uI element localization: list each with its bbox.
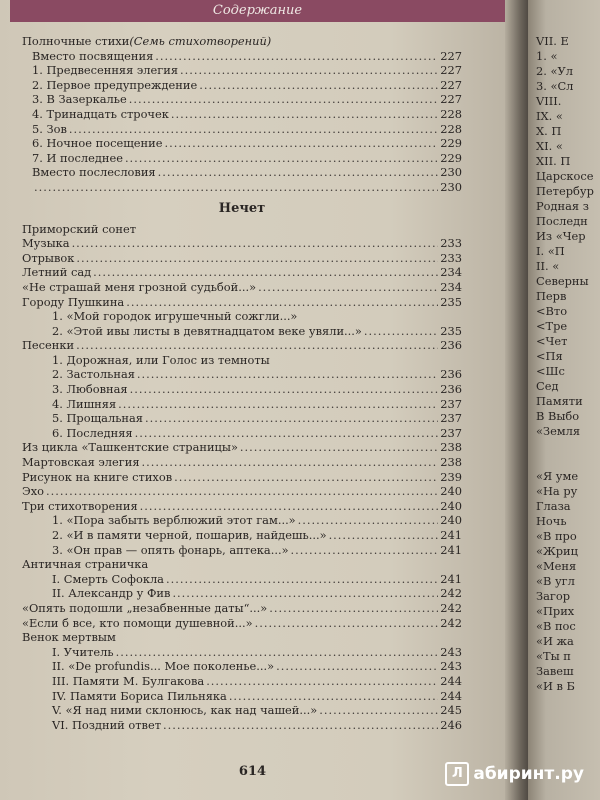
toc-leader-dots — [158, 165, 439, 180]
toc-page-number: 238 — [440, 455, 462, 470]
toc-entry-note: (Семь стихотворений) — [129, 34, 272, 48]
toc-leader-dots — [137, 367, 438, 382]
right-page-line: 1. « — [536, 49, 558, 63]
toc-entry-title: 2. Первое предупреждение — [32, 77, 198, 92]
toc-entry — [22, 397, 462, 412]
toc-entry-title: Три стихотворения — [22, 498, 138, 513]
toc-entry-title: Из цикла «Ташкентские страницы» — [22, 440, 238, 455]
toc-leader-dots — [125, 151, 438, 166]
toc-leader-dots — [135, 426, 439, 441]
toc-page-number: 244 — [440, 688, 462, 703]
right-page-line: Сед — [536, 379, 559, 393]
right-page-line: «Земля — [536, 424, 581, 438]
toc-entry-title: I. Смерть Софокла — [52, 571, 164, 586]
right-page-line: «Меня — [536, 559, 577, 573]
toc-leader-dots — [72, 236, 439, 251]
toc-entry — [22, 659, 462, 674]
toc-entry-title: 6. Последняя — [52, 425, 133, 440]
right-page-line: Завеш — [536, 664, 574, 678]
toc-entry — [22, 280, 462, 295]
toc-page-number: 243 — [440, 644, 462, 659]
toc-entry-title: 3. В Зазеркалье — [32, 92, 127, 107]
toc-entry-title: 2. Застольная — [52, 367, 135, 382]
right-page-line: «Я уме — [536, 469, 579, 483]
toc-leader-dots — [34, 180, 438, 195]
toc-entry — [22, 367, 462, 382]
toc-leader-dots — [206, 674, 438, 689]
page-number: 614 — [238, 764, 267, 779]
toc-leader-dots — [172, 586, 438, 601]
toc-entry — [22, 353, 462, 368]
right-page-line: Северны — [536, 274, 589, 288]
toc-entry-title: Летний сад — [22, 265, 92, 280]
toc-page-number: 240 — [440, 498, 462, 513]
right-page — [528, 0, 600, 800]
right-page-line: «Прих — [536, 604, 575, 618]
toc-leader-dots — [229, 689, 438, 704]
labirint-logo-icon: Л — [445, 762, 469, 786]
toc-entry-title: I. Учитель — [52, 644, 114, 659]
right-page-line: Из «Чер — [536, 229, 586, 243]
toc-page-number: 233 — [440, 250, 462, 265]
right-page-line: <Чет — [536, 334, 568, 348]
right-page-line: Перв — [536, 289, 567, 303]
toc-entry-title: Эхо — [22, 484, 44, 499]
right-page-line: Петербур — [536, 184, 594, 198]
toc-entry-title: Мартовская элегия — [22, 455, 140, 470]
toc-entry — [22, 499, 462, 514]
right-page-line: В Выбо — [536, 409, 580, 423]
toc-entry-title: Вместо посвящения — [32, 48, 154, 63]
toc-entry — [22, 470, 462, 485]
toc-page-number: 228 — [440, 121, 462, 136]
toc-page-number: 240 — [440, 484, 462, 499]
toc-page-number: 233 — [440, 236, 462, 251]
toc-entry-title: VI. Поздний ответ — [52, 717, 161, 732]
toc-leader-dots — [171, 107, 438, 122]
toc-entry — [22, 151, 462, 166]
toc-page-number: 227 — [440, 92, 462, 107]
toc-entry — [22, 689, 462, 704]
toc-entry — [22, 528, 462, 543]
right-page-line: «Ты п — [536, 649, 571, 663]
right-page-line: Последн — [536, 214, 588, 228]
toc-entry — [22, 572, 462, 587]
toc-page-number: 230 — [440, 179, 462, 194]
toc-leader-dots — [163, 718, 438, 733]
toc-page-number: 228 — [440, 106, 462, 121]
toc-entry-title: 3. «Он прав — опять фонарь, аптека...» — [52, 542, 289, 557]
toc-entry-title: Рисунок на книге стихов — [22, 469, 173, 484]
toc-entry — [22, 136, 462, 151]
toc-leader-dots — [126, 295, 438, 310]
toc-entry-title: II. Александр у Фив — [52, 586, 171, 601]
toc-page-number: 230 — [440, 165, 462, 180]
right-page-text — [536, 34, 600, 694]
toc-entry-title: Античная страничка — [22, 557, 149, 572]
right-page-line: VIII. — [536, 94, 562, 108]
toc-page-number: 229 — [440, 136, 462, 151]
toc-leader-dots — [140, 499, 439, 514]
toc-page-number: 244 — [440, 673, 462, 688]
right-page-line: Загор — [536, 589, 571, 603]
toc-entry — [22, 586, 462, 601]
toc-entry — [22, 180, 462, 195]
toc-entry-title: III. Памяти М. Булгакова — [52, 673, 205, 688]
section-title: Нечет — [218, 200, 266, 216]
toc-entry — [22, 338, 462, 353]
toc-entry — [22, 484, 462, 499]
right-page-line: <Тре — [536, 319, 568, 333]
toc-entry-title: Приморский сонет — [22, 221, 137, 236]
toc-entry-title: Венок мертвым — [22, 630, 116, 645]
toc-leader-dots — [276, 659, 438, 674]
toc-page-number: 236 — [440, 338, 462, 353]
toc-leader-dots — [258, 280, 438, 295]
toc-page-number: 242 — [440, 586, 462, 601]
right-page-line: <Вто — [536, 304, 568, 318]
toc-entry-title: Отрывок — [22, 250, 75, 265]
toc-entry-title: 4. Тринадцать строчек — [32, 106, 169, 121]
toc-page-number: 236 — [440, 367, 462, 382]
toc-entry — [22, 440, 462, 455]
watermark-text: абиринт.ру — [473, 764, 584, 784]
toc-entry-title: Полночные стихи — [22, 34, 130, 48]
right-page-line: «И в Б — [536, 679, 575, 693]
toc-entry — [22, 645, 462, 660]
toc-page-number: 235 — [440, 323, 462, 338]
right-page-line: Ночь — [536, 514, 567, 528]
toc-entry — [22, 63, 462, 78]
toc-page-number: 229 — [440, 150, 462, 165]
toc-entry — [22, 426, 462, 441]
toc-page-number: 227 — [440, 63, 462, 78]
toc-page-number: 239 — [440, 469, 462, 484]
toc-entry-title: 3. Любовная — [52, 382, 128, 397]
toc-entry — [22, 630, 462, 645]
right-page-line: Памяти — [536, 394, 583, 408]
toc-entry-title: 6. Ночное посещение — [32, 136, 163, 151]
toc-leader-dots — [130, 382, 439, 397]
right-page-line: <Шс — [536, 364, 565, 378]
toc-leader-dots — [255, 616, 439, 631]
right-page-line: Родная з — [536, 199, 589, 213]
toc-leader-dots — [76, 251, 438, 266]
toc-leader-dots — [298, 513, 439, 528]
toc-page-number: 235 — [440, 294, 462, 309]
toc-entry-title: V. «Я над ними склонюсь, как над чашей...» — [52, 703, 318, 718]
toc-leader-dots — [319, 703, 438, 718]
right-page-line: VII. Е — [536, 34, 569, 48]
toc-entry — [22, 411, 462, 426]
toc-entry-title: 5. Зов — [32, 121, 67, 136]
right-page-line: «Жриц — [536, 544, 578, 558]
toc-entry — [22, 78, 462, 93]
right-page-line — [536, 454, 600, 469]
toc-entry-title: 2. «Этой ивы листы в девятнадцатом веке увяли...» — [52, 323, 362, 338]
toc-page-number: 238 — [440, 440, 462, 455]
toc-entry — [22, 455, 462, 470]
right-page-line: «На ру — [536, 484, 578, 498]
toc-entry — [22, 616, 462, 631]
toc-leader-dots — [129, 92, 439, 107]
toc-entry — [22, 251, 462, 266]
toc-entry — [22, 324, 462, 339]
toc-entry — [22, 601, 462, 616]
toc-page-number: 236 — [440, 382, 462, 397]
toc-leader-dots — [142, 455, 439, 470]
right-page-line: I. «П — [536, 244, 565, 258]
right-page-line: 3. «Сл — [536, 79, 574, 93]
toc-entry — [22, 295, 462, 310]
toc-leader-dots — [240, 440, 438, 455]
right-page-line: «И жа — [536, 634, 574, 648]
toc-entry-title: Вместо послесловия — [32, 165, 156, 180]
toc-entry-title: «Не страшай меня грозной судьбой...» — [22, 279, 257, 294]
toc-entry — [22, 107, 462, 122]
right-page-line: «В про — [536, 529, 577, 543]
toc-entry — [22, 718, 462, 733]
toc-leader-dots — [164, 136, 438, 151]
toc-entry — [22, 674, 462, 689]
toc-entry — [22, 382, 462, 397]
toc-leader-dots — [180, 63, 438, 78]
toc-entry — [22, 309, 462, 324]
toc-entry-title: Городу Пушкина — [22, 294, 125, 309]
toc-entry-title: «Опять подошли „незабвенные даты“...» — [22, 600, 268, 615]
toc-entry-title: 1. «Пора забыть верблюжий этот гам...» — [52, 513, 296, 528]
toc-entry — [22, 122, 462, 137]
toc-entry-title: 1. «Мой городок игрушечный сожгли...» — [52, 309, 298, 324]
right-page-line: Глаза — [536, 499, 571, 513]
toc-entry-title: Песенки — [22, 338, 75, 353]
right-page-line: IX. « — [536, 109, 563, 123]
toc-entry — [22, 222, 462, 237]
toc-entry — [22, 236, 462, 251]
right-page-line: XI. « — [536, 139, 563, 153]
toc-entry — [22, 557, 462, 572]
toc-leader-dots — [46, 484, 438, 499]
toc-top-block — [22, 34, 462, 195]
toc-entry-title: 1. Предвесенняя элегия — [32, 63, 179, 78]
right-page-line: Царскосе — [536, 169, 594, 183]
table-of-contents — [22, 34, 462, 732]
toc-page-number: 234 — [440, 265, 462, 280]
right-page-line: «В угл — [536, 574, 575, 588]
toc-entry-title: II. «De profundis... Мое поколенье...» — [52, 659, 275, 674]
toc-entry — [22, 513, 462, 528]
toc-leader-dots — [116, 645, 439, 660]
toc-page-number: 237 — [440, 425, 462, 440]
toc-leader-dots — [145, 411, 438, 426]
toc-page-number: 241 — [440, 528, 462, 542]
toc-leader-dots — [199, 78, 438, 93]
toc-entry-title: 7. И последнее — [32, 150, 123, 165]
toc-page-number: 234 — [440, 279, 462, 294]
toc-entry — [22, 49, 462, 64]
toc-leader-dots — [364, 324, 438, 339]
toc-leader-dots — [93, 265, 438, 280]
right-page-line: «В пос — [536, 619, 576, 633]
toc-entry — [22, 165, 462, 180]
right-page-line: II. « — [536, 259, 560, 273]
toc-page-number: 241 — [440, 542, 462, 557]
toc-leader-dots — [76, 338, 438, 353]
toc-entry-title: IV. Памяти Бориса Пильняка — [52, 688, 227, 703]
toc-page-number: 227 — [440, 77, 462, 92]
running-header: Содержание — [10, 0, 505, 22]
right-page-line: <Пя — [536, 349, 563, 363]
toc-entry-title: 2. «И в памяти черной, пошарив, найдешь...» — [52, 528, 327, 542]
toc-page-number: 237 — [440, 396, 462, 411]
toc-entry — [22, 265, 462, 280]
toc-leader-dots — [174, 470, 438, 485]
toc-entry — [22, 703, 462, 718]
right-page-line — [536, 439, 600, 454]
toc-entry-title: 1. Дорожная, или Голос из темноты — [52, 352, 270, 367]
right-page-line: XII. П — [536, 154, 571, 168]
toc-leader-dots — [329, 528, 439, 543]
right-page-line: X. П — [536, 124, 562, 138]
watermark — [445, 762, 584, 786]
toc-page-number: 240 — [440, 513, 462, 528]
toc-leader-dots — [118, 397, 438, 412]
toc-entry — [22, 92, 462, 107]
toc-page-number: 241 — [440, 571, 462, 586]
toc-page-number: 242 — [440, 600, 462, 615]
toc-leader-dots — [269, 601, 438, 616]
toc-entry — [22, 34, 462, 49]
toc-entry-title: 4. Лишняя — [52, 396, 117, 411]
toc-page-number: 237 — [440, 411, 462, 426]
toc-page-number: 227 — [440, 48, 462, 63]
toc-leader-dots — [166, 572, 438, 587]
toc-main-block — [22, 222, 462, 733]
toc-page-number: 242 — [440, 615, 462, 630]
toc-leader-dots — [291, 543, 439, 558]
toc-page-number: 243 — [440, 659, 462, 674]
toc-entry-title: 5. Прощальная — [52, 411, 143, 426]
toc-leader-dots — [69, 122, 438, 137]
toc-page-number: 246 — [440, 717, 462, 732]
toc-entry-title: «Если б все, кто помощи душевной...» — [22, 615, 253, 630]
toc-entry — [22, 543, 462, 558]
toc-entry-title: Музыка — [22, 236, 70, 251]
toc-page-number: 245 — [440, 703, 462, 718]
toc-leader-dots — [155, 49, 438, 64]
right-page-line: 2. «Ул — [536, 64, 573, 78]
